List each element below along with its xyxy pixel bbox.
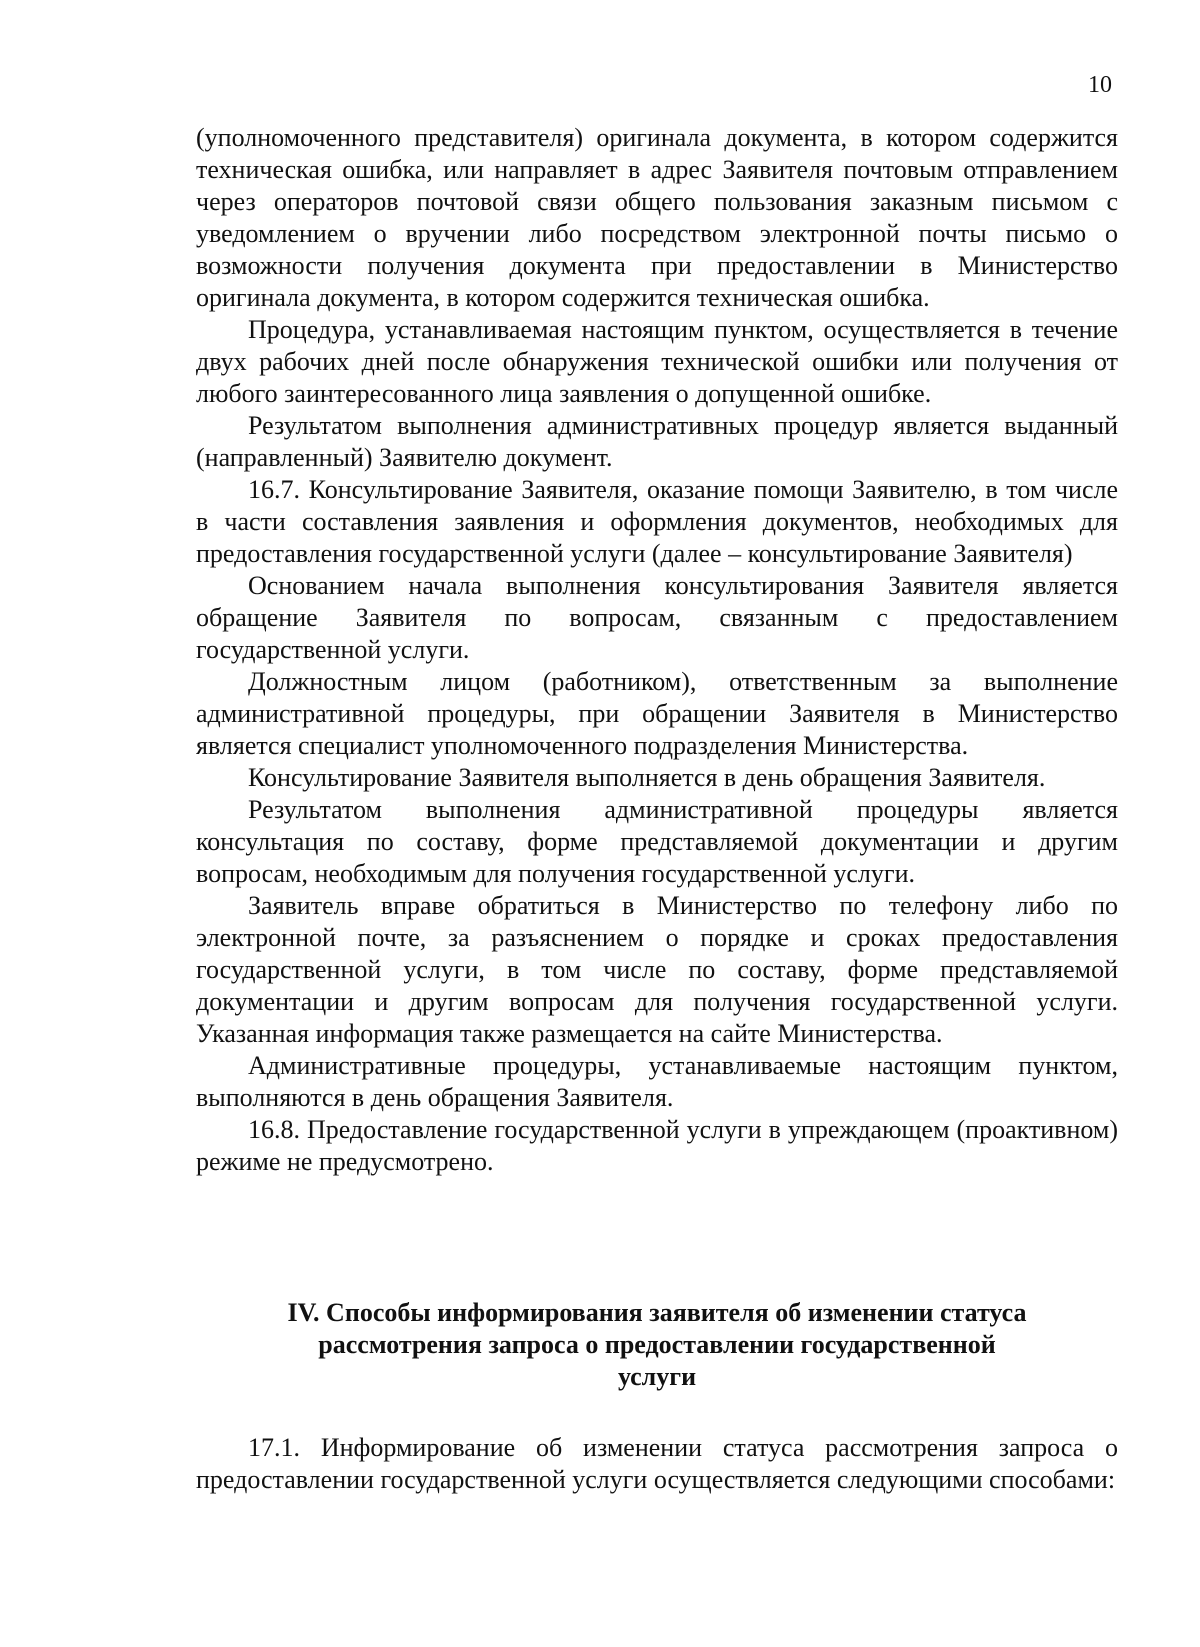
paragraph-17-1: 17.1. Информирование об изменении статуса рассмотрения запроса о предоставлении государственной услуги осуществляется следующими способами: (196, 1433, 1118, 1494)
paragraph-16-8: 16.8. Предоставление государственной услуги в упреждающем (проактивном) режиме не предусмотрено. (196, 1115, 1118, 1176)
paragraph-result: Результатом выполнения административных процедур является выданный (направленный) Заявителю документ. (196, 411, 1118, 472)
section-heading-line-2: рассмотрения запроса о предоставлении государственной (318, 1330, 996, 1359)
body-text (196, 122, 1118, 1178)
section-heading-line-1: IV. Способы информирования заявителя об изменении статуса (287, 1298, 1027, 1327)
paragraph-16-7: 16.7. Консультирование Заявителя, оказание помощи Заявителю, в том числе в части составления заявления и оформления документов, необходимых для предоставления государственной услуги (далее – консультирование Заявителя) (196, 475, 1118, 568)
page-number: 10 (1088, 72, 1112, 98)
paragraph-consulting-day: Консультирование Заявителя выполняется в день обращения Заявителя. (248, 763, 1046, 792)
paragraph-applicant-right: Заявитель вправе обратиться в Министерство по телефону либо по электронной почте, за разъяснением о порядке и сроках предоставления государственной услуги, в том числе по составу, форме представляемой документации и другим вопросам для получения государственной услуги. Указанная информация также размещается на сайте Министерства. (196, 891, 1118, 1048)
paragraph-continuation: (уполномоченного представителя) оригинала документа, в котором содержится техническая ошибка, или направляет в адрес Заявителя почтовым отправлением через операторов почтовой связи общего пользования заказным письмом с уведомлением о вручении либо посредством электронной почты письмо о возможности получения документа при предоставлении в Министерство оригинала документа, в котором содержится техническая ошибка. (196, 123, 1118, 312)
section-heading (196, 1297, 1118, 1393)
final-text (196, 1432, 1118, 1496)
paragraph-consulting-result: Результатом выполнения административной процедуры является консультация по составу, форме представляемой документации и другим вопросам, необходимым для получения государственной услуги. (196, 795, 1118, 888)
paragraph-basis: Основанием начала выполнения консультирования Заявителя является обращение Заявителя по вопросам, связанным с предоставлением государственной услуги. (196, 571, 1118, 664)
paragraph-official: Должностным лицом (работником), ответственным за выполнение административной процедуры, при обращении Заявителя в Министерство является специалист уполномоченного подразделения Министерства. (196, 667, 1118, 760)
section-heading-line-3: услуги (617, 1362, 697, 1391)
paragraph-admin-procedures: Административные процедуры, устанавливаемые настоящим пунктом, выполняются в день обращения Заявителя. (196, 1051, 1118, 1112)
paragraph-procedure: Процедура, устанавливаемая настоящим пунктом, осуществляется в течение двух рабочих дней после обнаружения технической ошибки или получения от любого заинтересованного лица заявления о допущенной ошибке. (196, 315, 1118, 408)
